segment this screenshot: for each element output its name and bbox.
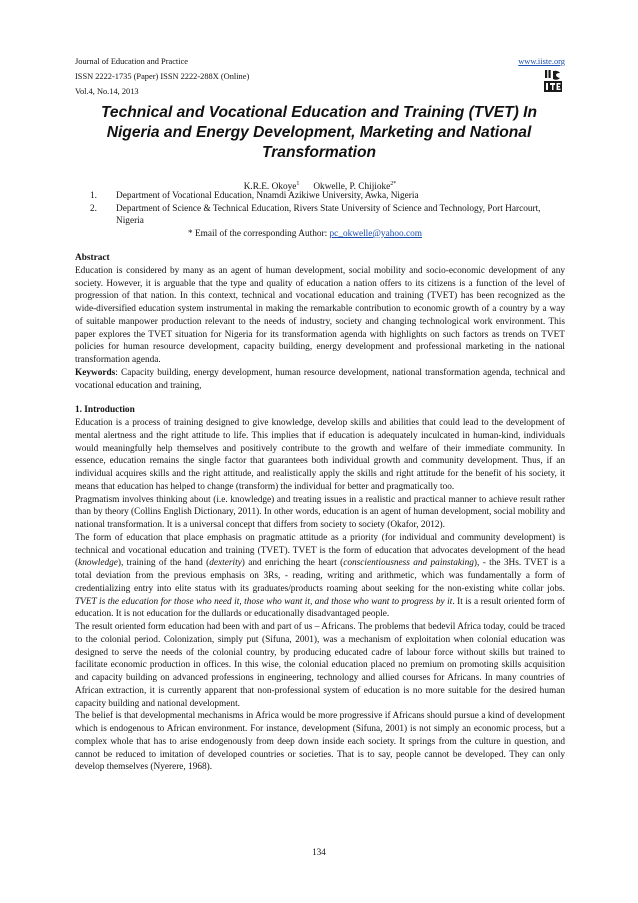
intro-paragraph-3 <box>75 532 565 621</box>
abstract-text: Education is considered by many as an agent of human development, social mobility and socio-economic development of any society. However, it is arguable that the type and quality of education a nation offers to its citizens is a function of the level of progression of that nation. In this context, technical and vocational education and training (TVET) has been recognized as the wide-diversified education system instrumental in making the remarkable contribution to economic growth of a country by a way of suitable manpower production relevant to the needs of industry, society and changing technological work environment. This paper explores the TVET situation for Nigeria for its transformation agenda with highlights on such factors as trends on TVET policies for human resource development, capacity building, energy development and professional marketing in the national transformation agenda. <box>75 265 565 365</box>
intro-paragraph-4: The result oriented form education had been with and part of us – Africans. The problems that bedevil Africa today, could be traced to the colonial period. Colonization, simply put (Sifuna, 2001), was a mechanism of exploitation when colonial education was designed to serve the needs of the colonial country, by producing educated cadre of labour force without skills but trained to facilitate economic production in offices. In this wise, the colonial education placed no premium on promoting skills acquisition and capacity building on advanced professions in engineering, technology and allied courses for Africans. In many countries of African extraction, it is currently apparent that non-professional system of education is no more suitable for the desired human capacity building and national development. <box>75 622 565 709</box>
journal-header <box>75 54 565 99</box>
affiliation-text: Department of Science & Technical Education, Rivers State University of Science and Technology, Port Harcourt, Nigeria <box>116 203 541 227</box>
author-2-sup: 2* <box>390 181 397 187</box>
abstract-heading: Abstract <box>75 253 110 263</box>
author-1-sup: 1 <box>296 181 300 187</box>
text-run: The form of education that place emphasis on pragmatic attitude as a priority (for individual and community development) is technical and vocational education and training (TVET). TVET is the form of education that advocates development of the head ( <box>75 532 565 569</box>
email-label: * Email of the corresponding Author: <box>188 228 330 239</box>
paper-body <box>75 252 565 774</box>
affiliation-number: 1. <box>90 191 97 201</box>
page-number: 134 <box>312 847 326 857</box>
italic-run: dexterity <box>209 558 242 569</box>
affiliations <box>90 190 560 240</box>
keywords-label: Keywords <box>75 367 116 378</box>
intro-paragraph-2: Pragmatism involves thinking about (i.e. knowledge) and treating issues in a realistic and practical manner to achieve result rather than by theory (Collins English Dictionary, 2011). In other words, education is an agent of human development, social mobility and national transformation. It is a universal concept that differs from society to society (Okafor, 2012). <box>75 494 565 530</box>
affiliation-2 <box>90 203 560 228</box>
paper-title: Technical and Vocational Education and Training (TVET) In Nigeria and Energy Development, Marketing and National Transformation <box>100 104 538 161</box>
author-1: K.R.E. Okoye <box>243 182 297 193</box>
affiliation-1 <box>90 190 560 203</box>
keywords-paragraph <box>75 367 565 393</box>
italic-run: knowledge <box>78 558 118 569</box>
keywords-text: : Capacity building, energy development, human resource development, national transformation agenda, technical and vocational education and training, <box>75 367 565 391</box>
iiste-logo-icon <box>543 69 563 93</box>
introduction-heading: 1. Introduction <box>75 405 135 416</box>
text-run: ), training of the hand ( <box>117 558 210 569</box>
text-run: . It is a result oriented form of education. It is not education for the dullards or educationally disadvantaged people. <box>75 596 566 620</box>
volume-line: Vol.4, No.14, 2013 <box>75 87 139 96</box>
email-link[interactable]: pc_okwelle@yahoo.com <box>329 228 422 239</box>
corresponding-email <box>90 228 560 241</box>
italic-run: TVET is the education for those who need it, those who want it, and those who want to progress by it <box>75 596 453 607</box>
affiliation-number: 2. <box>90 203 97 214</box>
text-run: ) and enriching the heart ( <box>241 558 344 569</box>
intro-paragraph-1: Education is a process of training designed to give knowledge, develop skills and abilities that could lead to the development of mental alertness and the right attitude to life. This implies that if education is adequately inculcated in human-kind, individuals would meaningfully help themselves and positively contribute to the growth and welfare of their immediate community. In essence, education remains the single factor that guarantees both individual growth and community development. Thus, if an individual acquires skills and the right attitude, and realistically apply the skills and right attitude for the benefit of his society, it means that education has helped to change (transform) the individual for better and pragmatically too. <box>75 418 565 492</box>
journal-name: Journal of Education and Practice <box>75 57 189 66</box>
journal-url-link[interactable]: www.iiste.org <box>518 57 565 66</box>
author-2: Okwelle, P. Chijioke <box>313 182 391 193</box>
affiliation-text: Department of Vocational Education, Nnamdi Azikiwe University, Awka, Nigeria <box>116 191 419 201</box>
intro-paragraph-5: The belief is that developmental mechanisms in Africa would be more progressive if Africans should pursue a kind of development which is endogenous to African environment. For instance, development (Sifuna, 2001) is not simply an economic process, but a complex whole that has to arise endogenously from deep down inside each society. It springs from the culture in question, and cannot be reduced to imitation of developed countries or societies. That is to say, people cannot be developed. They can only develop themselves (Nyerere, 1968). <box>75 711 565 773</box>
issn-line: ISSN 2222-1735 (Paper) ISSN 2222-288X (Online) <box>75 72 250 81</box>
text-run: ), - the 3Hs. TVET is a total deviation from the previous emphasis on 3Rs, - reading, writing and arithmetic, which was fundamentally a form of credentializing entry into elite status with its graduates/products roaming about seeking for the non-existing white collar jobs. <box>75 558 565 594</box>
italic-run: conscientiousness and painstaking <box>343 558 474 569</box>
